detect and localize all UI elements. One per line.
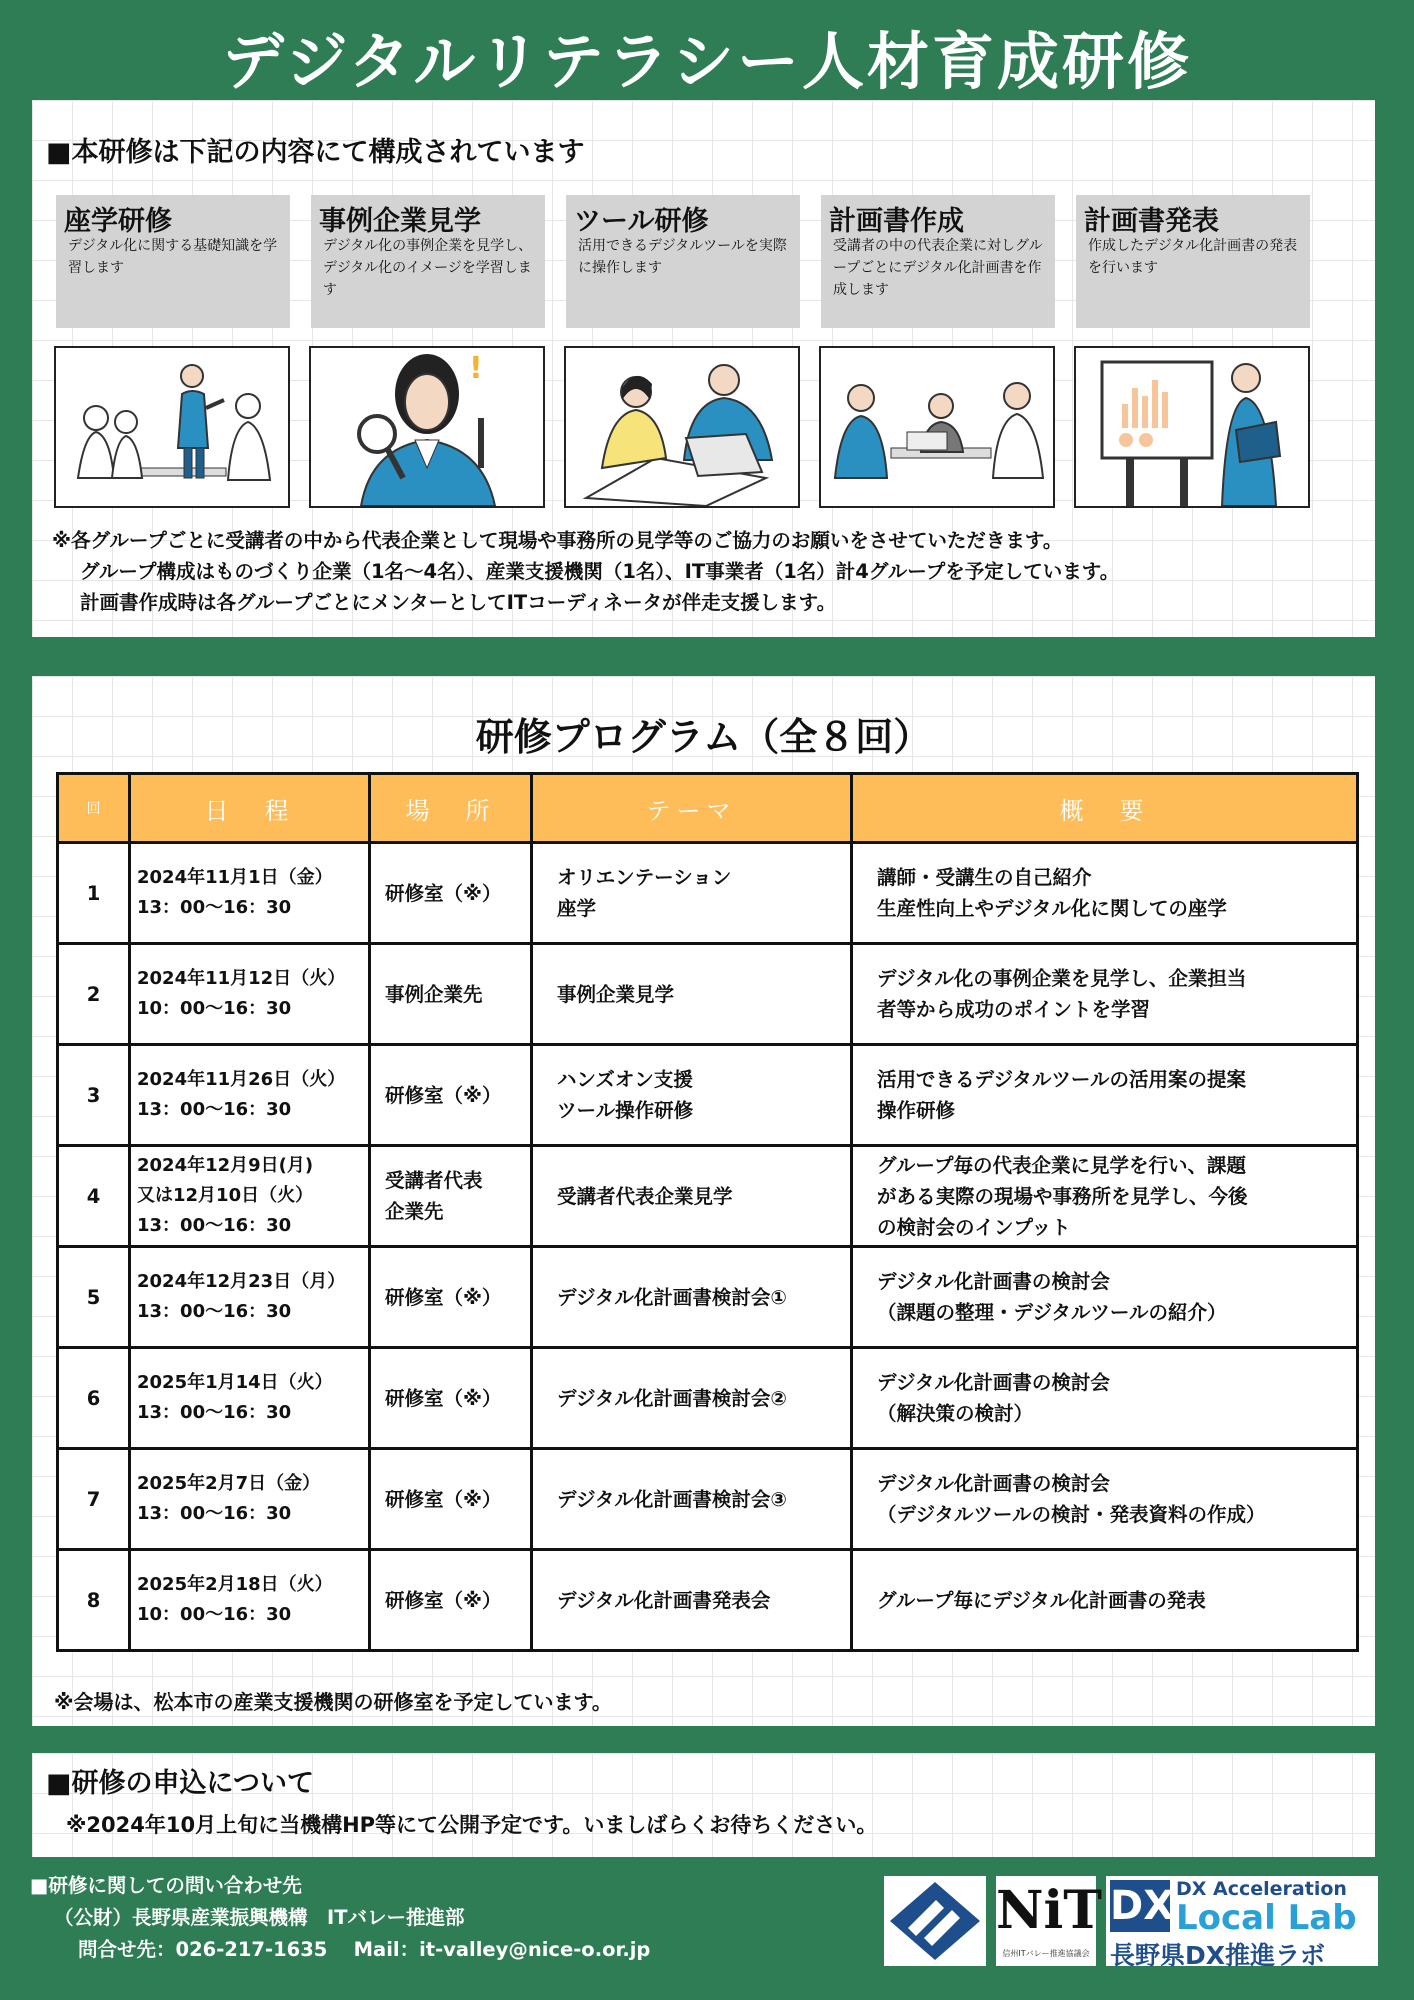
cell-summary-line: がある実際の現場や事務所を見学し、今後 bbox=[877, 1184, 1248, 1208]
contact-org: （公財）長野県産業振興機構 ITバレー推進部 bbox=[54, 1906, 465, 1929]
table-row bbox=[58, 1146, 1358, 1247]
cell-theme bbox=[532, 1348, 852, 1449]
cell-date-line: 13：00〜16：30 bbox=[137, 897, 292, 918]
column-header-no: 回 bbox=[58, 774, 130, 843]
cell-no-line: 3 bbox=[86, 1083, 101, 1107]
cell-no bbox=[58, 1045, 130, 1146]
cell-summary bbox=[852, 944, 1358, 1045]
venue-note: ※会場は、松本市の産業支援機関の研修室を予定しています。 bbox=[54, 1690, 612, 1714]
cell-date-line: 2025年1月14日（火） bbox=[137, 1372, 333, 1393]
contact-info bbox=[30, 1870, 650, 1966]
cell-summary-line: 講師・受講生の自己紹介 bbox=[877, 866, 1092, 889]
table-row bbox=[58, 944, 1358, 1045]
cell-no-line: 5 bbox=[86, 1285, 101, 1309]
cell-date bbox=[130, 843, 370, 944]
cell-summary-line: 者等から成功のポイントを学習 bbox=[877, 998, 1151, 1021]
table-row bbox=[58, 1449, 1358, 1550]
cell-place-line: 研修室（※） bbox=[385, 881, 502, 905]
course-card-case-visit bbox=[311, 195, 545, 328]
cell-place bbox=[370, 944, 532, 1045]
program-title: 研修プログラム（全８回） bbox=[475, 715, 932, 759]
cell-theme bbox=[532, 1045, 852, 1146]
cell-place-line: 受講者代表 bbox=[385, 1169, 483, 1192]
column-header-place: 場 所 bbox=[370, 774, 532, 843]
cell-theme bbox=[532, 944, 852, 1045]
note-line: ※各グループごとに受講者の中から代表企業として現場や事務所の見学等のご協力のお願いをさせていただきます。 bbox=[52, 529, 1063, 552]
dx-logo-line1: DX Acceleration bbox=[1176, 1878, 1347, 1900]
apply-text: ※2024年10月上旬に当機構HP等にて公開予定です。いましばらくお待ちください。 bbox=[66, 1813, 878, 1837]
cell-summary-line: デジタル化の事例企業を見学し、企業担当 bbox=[877, 967, 1247, 990]
cell-theme bbox=[532, 843, 852, 944]
course-title: 事例企業見学 bbox=[319, 206, 481, 237]
cell-date-line: 2024年12月23日（月） bbox=[137, 1271, 346, 1292]
cell-summary-line: 操作研修 bbox=[877, 1099, 956, 1122]
course-title: 計画書作成 bbox=[829, 206, 964, 237]
cell-summary-line: グループ毎にデジタル化計画書の発表 bbox=[877, 1588, 1206, 1612]
overview-section bbox=[32, 100, 1375, 637]
course-title: ツール研修 bbox=[574, 206, 709, 237]
column-header-theme: テーマ bbox=[532, 774, 852, 843]
dx-logo-line2: Local Lab bbox=[1176, 1898, 1357, 1938]
apply-section bbox=[32, 1753, 1375, 1857]
cell-theme bbox=[532, 1449, 852, 1550]
nagano-org-logo bbox=[884, 1876, 986, 1966]
cell-theme bbox=[532, 1146, 852, 1247]
course-desc: デジタル化の事例企業を見学し、デジタル化のイメージを学習します bbox=[323, 238, 533, 298]
cell-date bbox=[130, 1247, 370, 1348]
cell-no bbox=[58, 944, 130, 1045]
cell-summary-line: 活用できるデジタルツールの活用案の提案 bbox=[877, 1068, 1246, 1091]
course-desc: デジタル化に関する基礎知識を学習します bbox=[68, 238, 278, 276]
cell-place bbox=[370, 1045, 532, 1146]
cell-place bbox=[370, 1550, 532, 1651]
presentation-illustration bbox=[1074, 346, 1310, 508]
lecture-illustration bbox=[54, 346, 290, 508]
cell-date bbox=[130, 1550, 370, 1651]
cell-date-line: 13：00〜16：30 bbox=[137, 1301, 292, 1322]
course-title: 計画書発表 bbox=[1084, 206, 1219, 237]
cell-theme-line: ツール操作研修 bbox=[557, 1099, 694, 1122]
dx-mark: DX bbox=[1110, 1880, 1170, 1932]
cell-summary bbox=[852, 1146, 1358, 1247]
program-table bbox=[56, 772, 1359, 1652]
course-title: 座学研修 bbox=[64, 206, 172, 237]
cell-no-line: 6 bbox=[86, 1386, 101, 1410]
course-desc: 受講者の中の代表企業に対しグループごとにデジタル化計画書を作成します bbox=[833, 238, 1043, 298]
cell-summary-line: （課題の整理・デジタルツールの紹介） bbox=[877, 1301, 1227, 1324]
cell-place-line: 研修室（※） bbox=[385, 1285, 502, 1309]
cell-summary-line: グループ毎の代表企業に見学を行い、課題 bbox=[877, 1153, 1246, 1177]
cell-summary-line: 生産性向上やデジタル化に関しての座学 bbox=[877, 897, 1227, 920]
cell-summary-line: デジタル化計画書の検討会 bbox=[877, 1371, 1110, 1394]
table-row bbox=[58, 1348, 1358, 1449]
cell-date-line: 10：00〜16：30 bbox=[137, 998, 292, 1019]
note-line: 計画書作成時は各グループごとにメンターとしてITコーディネータが伴走支援します。 bbox=[80, 591, 837, 614]
plan-meeting-illustration bbox=[819, 346, 1055, 508]
table-row bbox=[58, 1247, 1358, 1348]
cell-theme-line: ハンズオン支援 bbox=[557, 1068, 693, 1091]
cell-place bbox=[370, 1449, 532, 1550]
cell-date-line: 13：00〜16：30 bbox=[137, 1215, 292, 1236]
cell-place-line: 研修室（※） bbox=[385, 1588, 502, 1612]
cell-theme-line: 座学 bbox=[557, 897, 597, 920]
cell-no-line: 8 bbox=[86, 1588, 101, 1612]
cell-date-line: 10：00〜16：30 bbox=[137, 1604, 292, 1625]
page-title: デジタルリテラシー人材育成研修 bbox=[221, 25, 1193, 98]
contact-heading: ■研修に関しての問い合わせ先 bbox=[30, 1874, 302, 1897]
cell-no bbox=[58, 1550, 130, 1651]
cell-theme-line: 事例企業見学 bbox=[557, 982, 675, 1006]
dx-logo-line3: 長野県DX推進ラボ bbox=[1110, 1941, 1326, 1970]
table-header-row bbox=[58, 774, 1358, 843]
nit-logo-subtitle: 信州ITバレー推進協議会 bbox=[1002, 1949, 1090, 1958]
cell-no bbox=[58, 1348, 130, 1449]
cell-summary-line: （デジタルツールの検討・発表資料の作成） bbox=[877, 1503, 1266, 1526]
cell-theme-line: デジタル化計画書検討会③ bbox=[557, 1487, 787, 1511]
course-card-presentation bbox=[1076, 195, 1310, 328]
cell-summary bbox=[852, 1045, 1358, 1146]
cell-no-line: 7 bbox=[86, 1487, 101, 1511]
cell-date bbox=[130, 1348, 370, 1449]
contact-detail: 問合せ先：026-217-1635 Mail：it-valley@nice-o.or.jp bbox=[78, 1938, 651, 1961]
nit-logo bbox=[996, 1876, 1102, 1966]
cell-date bbox=[130, 944, 370, 1045]
magnifier-illustration bbox=[309, 346, 545, 508]
column-header-summary: 概 要 bbox=[852, 774, 1358, 843]
course-card-lecture bbox=[56, 195, 290, 328]
cell-summary bbox=[852, 1449, 1358, 1550]
overview-heading: ■本研修は下記の内容にて構成されています bbox=[46, 137, 585, 168]
column-header-date: 日 程 bbox=[130, 774, 370, 843]
course-desc: 活用できるデジタルツールを実際に操作します bbox=[578, 238, 787, 276]
cell-date-line: 2024年11月1日（金） bbox=[137, 867, 333, 888]
cell-date bbox=[130, 1449, 370, 1550]
cell-date-line: 又は12月10日（火） bbox=[137, 1185, 314, 1206]
cell-date-line: 2024年11月26日（火） bbox=[137, 1069, 346, 1090]
cell-theme-line: オリエンテーション bbox=[557, 866, 732, 889]
cell-summary bbox=[852, 1550, 1358, 1651]
cell-no bbox=[58, 1146, 130, 1247]
cell-place bbox=[370, 843, 532, 944]
course-card-tool bbox=[566, 195, 800, 328]
note-line: グループ構成はものづくり企業（1名〜4名）、産業支援機関（1名）、IT事業者（1名）計4グループを予定しています。 bbox=[80, 560, 1120, 583]
cell-date-line: 13：00〜16：30 bbox=[137, 1402, 292, 1423]
cell-place-line: 研修室（※） bbox=[385, 1487, 502, 1511]
cell-no-line: 2 bbox=[86, 982, 101, 1006]
cell-date-line: 2024年12月9日(月) bbox=[137, 1155, 314, 1176]
overview-notes bbox=[52, 525, 1119, 618]
cell-date bbox=[130, 1045, 370, 1146]
cell-summary-line: デジタル化計画書の検討会 bbox=[877, 1472, 1110, 1495]
cell-theme bbox=[532, 1550, 852, 1651]
cell-summary bbox=[852, 843, 1358, 944]
cell-summary bbox=[852, 1348, 1358, 1449]
cell-place-line: 研修室（※） bbox=[385, 1386, 502, 1410]
svg-text:!: ! bbox=[469, 351, 483, 386]
cell-theme-line: 受講者代表企業見学 bbox=[557, 1184, 733, 1208]
cell-summary bbox=[852, 1247, 1358, 1348]
course-desc: 作成したデジタル化計画書の発表を行います bbox=[1088, 238, 1298, 276]
cell-summary-line: の検討会のインプット bbox=[877, 1215, 1071, 1239]
table-row bbox=[58, 843, 1358, 944]
cell-place-line: 研修室（※） bbox=[385, 1083, 502, 1107]
apply-heading: ■研修の申込について bbox=[46, 1768, 314, 1799]
cell-date bbox=[130, 1146, 370, 1247]
cell-theme bbox=[532, 1247, 852, 1348]
cell-date-line: 2024年11月12日（火） bbox=[137, 968, 346, 989]
cell-no bbox=[58, 1247, 130, 1348]
cell-no-line: 4 bbox=[86, 1184, 101, 1208]
cell-date-line: 2025年2月18日（火） bbox=[137, 1574, 333, 1595]
course-card-plan bbox=[821, 195, 1055, 328]
cell-place-line: 企業先 bbox=[385, 1200, 444, 1223]
cell-date-line: 13：00〜16：30 bbox=[137, 1503, 292, 1524]
cell-no bbox=[58, 843, 130, 944]
cell-date-line: 2025年2月7日（金） bbox=[137, 1473, 321, 1494]
table-row bbox=[58, 1550, 1358, 1651]
cell-place bbox=[370, 1247, 532, 1348]
cell-no bbox=[58, 1449, 130, 1550]
cell-summary-line: デジタル化計画書の検討会 bbox=[877, 1270, 1110, 1293]
cell-place bbox=[370, 1348, 532, 1449]
program-section bbox=[32, 676, 1375, 1726]
cell-date-line: 13：00〜16：30 bbox=[137, 1099, 292, 1120]
cell-no-line: 1 bbox=[86, 881, 101, 905]
tool-training-illustration bbox=[564, 346, 800, 508]
cell-theme-line: デジタル化計画書検討会① bbox=[557, 1285, 787, 1309]
cell-summary-line: （解決策の検討） bbox=[877, 1402, 1034, 1425]
dx-local-lab-logo bbox=[1106, 1876, 1378, 1970]
cell-theme-line: デジタル化計画書検討会② bbox=[557, 1386, 787, 1410]
cell-place bbox=[370, 1146, 532, 1247]
table-row bbox=[58, 1045, 1358, 1146]
cell-theme-line: デジタル化計画書発表会 bbox=[557, 1588, 771, 1612]
cell-place-line: 事例企業先 bbox=[385, 982, 483, 1006]
nit-logo-mark: NiT bbox=[996, 1880, 1102, 1941]
